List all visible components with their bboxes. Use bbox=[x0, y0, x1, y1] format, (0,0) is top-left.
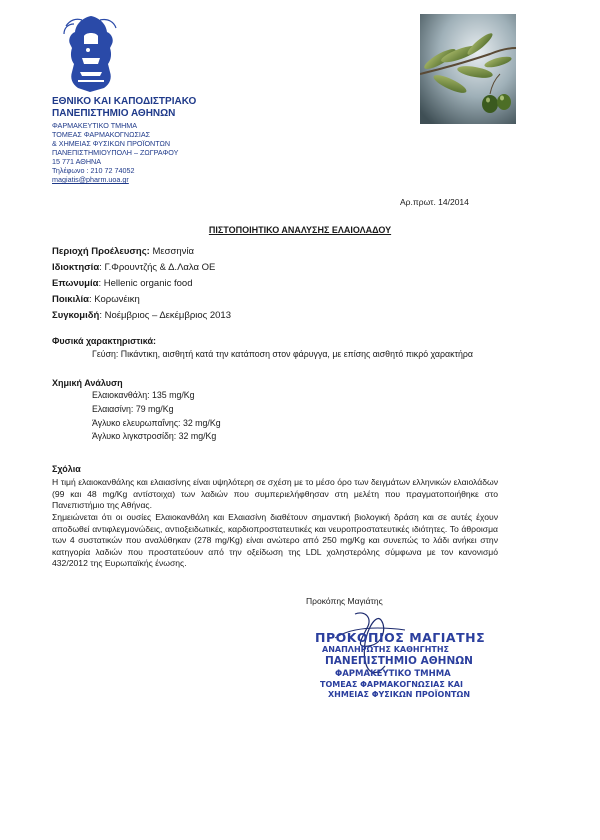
comments-paragraph-1: Η τιμή ελαιοκανθάλης και ελαιασίνης είναι υψηλότερη σε σχέση με το μέσο όρο των δειγμάτων ελληνικών ελαιολάδων (99 και 48 mg/Kg αντίστοιχα) των λαδιών που συμπεριελήφθησαν στη μελέτη που πραγματοποιήθηκε στο Πανεπιστήμιο της Αθήνας. bbox=[52, 477, 498, 511]
field-label: Ιδιοκτησία bbox=[52, 262, 100, 273]
department-info bbox=[52, 121, 178, 184]
dept-line: Τηλέφωνο : 210 72 74052 bbox=[52, 166, 135, 175]
field-label: Επωνυμία bbox=[52, 278, 99, 289]
signatory-name: Προκόπης Μαγιάτης bbox=[306, 596, 383, 606]
chemical-item: Άγλυκο λιγκστροσίδη: 32 mg/Kg bbox=[92, 431, 217, 441]
email-link[interactable]: magiatis@pharm.uoa.gr bbox=[52, 175, 129, 184]
field-variety bbox=[52, 294, 140, 305]
chemical-item: Ελαιοκανθάλη: 135 mg/Kg bbox=[92, 390, 195, 400]
stamp-line: ΤΟΜΕΑΣ ΦΑΡΜΑΚΟΓΝΩΣΙΑΣ ΚΑΙ bbox=[320, 680, 463, 689]
official-stamp bbox=[295, 608, 500, 703]
dept-line: ΦΑΡΜΑΚΕΥΤΙΚΟ ΤΜΗΜΑ bbox=[52, 121, 138, 130]
field-origin bbox=[52, 246, 194, 257]
field-value: : Νοέμβριος – Δεκέμβριος 2013 bbox=[99, 310, 231, 321]
university-logo bbox=[60, 14, 122, 94]
olive-branch-photo bbox=[420, 14, 516, 124]
chemical-heading: Χημική Ανάλυση bbox=[52, 378, 123, 388]
dept-line: ΤΟΜΕΑΣ ΦΑΡΜΑΚΟΓΝΩΣΙΑΣ bbox=[52, 130, 151, 139]
field-label: Περιοχή Προέλευσης: bbox=[52, 246, 150, 257]
dept-line: ΠΑΝΕΠΙΣΤΗΜΙΟΥΠΟΛΗ – ΖΩΓΡΑΦΟΥ bbox=[52, 148, 179, 157]
stamp-line: ΧΗΜΕΙΑΣ ΦΥΣΙΚΩΝ ΠΡΟΪΟΝΤΩΝ bbox=[328, 690, 471, 699]
field-value: : Γ.Φρουντζής & Δ.Λαλα ΟΕ bbox=[99, 262, 216, 273]
chemical-item: Ελαιασίνη: 79 mg/Kg bbox=[92, 404, 174, 414]
stamp-line: ΦΑΡΜΑΚΕΥΤΙΚΟ ΤΜΗΜΑ bbox=[335, 669, 451, 679]
dept-line: 15 771 ΑΘΗΝΑ bbox=[52, 157, 101, 166]
field-owner bbox=[52, 262, 215, 273]
university-line-2: ΠΑΝΕΠΙΣΤΗΜΙΟ ΑΘΗΝΩΝ bbox=[52, 108, 176, 119]
physical-text: Γεύση: Πικάντικη, αισθητή κατά την κατάποση στον φάρυγγα, με επίσης αισθητό πικρό χαρακτήρα bbox=[92, 349, 473, 359]
stamp-line: ΑΝΑΠΛΗΡΩΤΗΣ ΚΑΘΗΓΗΤΗΣ bbox=[322, 645, 450, 654]
field-value: : Hellenic organic food bbox=[98, 278, 193, 289]
dept-line: & ΧΗΜΕΙΑΣ ΦΥΣΙΚΩΝ ΠΡΟΪΟΝΤΩΝ bbox=[52, 139, 171, 148]
document-title: ΠΙΣΤΟΠΟΙΗΤΙΚΟ ΑΝΑΛΥΣΗΣ ΕΛΑΙΟΛΑΔΟΥ bbox=[208, 225, 392, 235]
field-harvest bbox=[52, 310, 231, 321]
comments-paragraph-2: Σημειώνεται ότι οι ουσίες Ελαιοκανθάλη και Ελαιασίνη διαθέτουν σημαντική βιολογική δράση και σε αυτές έχουν αποδωθεί αντιφλεγμονώδεις, αντιοξειδωτικές, καρδιοπροστατευτικές και νευροπροστατευτικές ιδιότητες. Το άθροισμα των 4 συστατικών που αναλύθηκαν (278 mg/Kg) είναι ανώτερο από 250 mg/Kg και συνεπώς το λάδι ανήκει στην κατηγορία λαδιών που προστατεύουν από την οξείδωση της LDL χοληστερόλης σύμφωνα με τον κανονισμό 432/2012 της Ευρωπαϊκής ένωσης. bbox=[52, 512, 498, 569]
stamp-line: ΠΡΟΚΟΠΙΟΣ ΜΑΓΙΑΤΗΣ bbox=[315, 630, 486, 645]
stamp-line: ΠΑΝΕΠΙΣΤΗΜΙΟ ΑΘΗΝΩΝ bbox=[325, 655, 473, 667]
field-value: : Κορωνέικη bbox=[89, 294, 140, 305]
comments-heading: Σχόλια bbox=[52, 464, 81, 474]
field-value: Μεσσηνία bbox=[149, 246, 194, 257]
university-name bbox=[52, 96, 196, 120]
field-label: Συγκομιδή bbox=[52, 310, 100, 321]
field-label: Ποικιλία bbox=[52, 294, 90, 305]
protocol-number: Αρ.πρωτ. 14/2014 bbox=[400, 197, 469, 207]
chemical-item: Άγλυκο ελευρωπαΐνης: 32 mg/Kg bbox=[92, 418, 221, 428]
university-line-1: ΕΘΝΙΚΟ ΚΑΙ ΚΑΠΟΔΙΣΤΡΙΑΚΟ bbox=[52, 96, 197, 107]
field-brand bbox=[52, 278, 192, 289]
physical-heading: Φυσικά χαρακτηριστικά: bbox=[52, 336, 157, 346]
